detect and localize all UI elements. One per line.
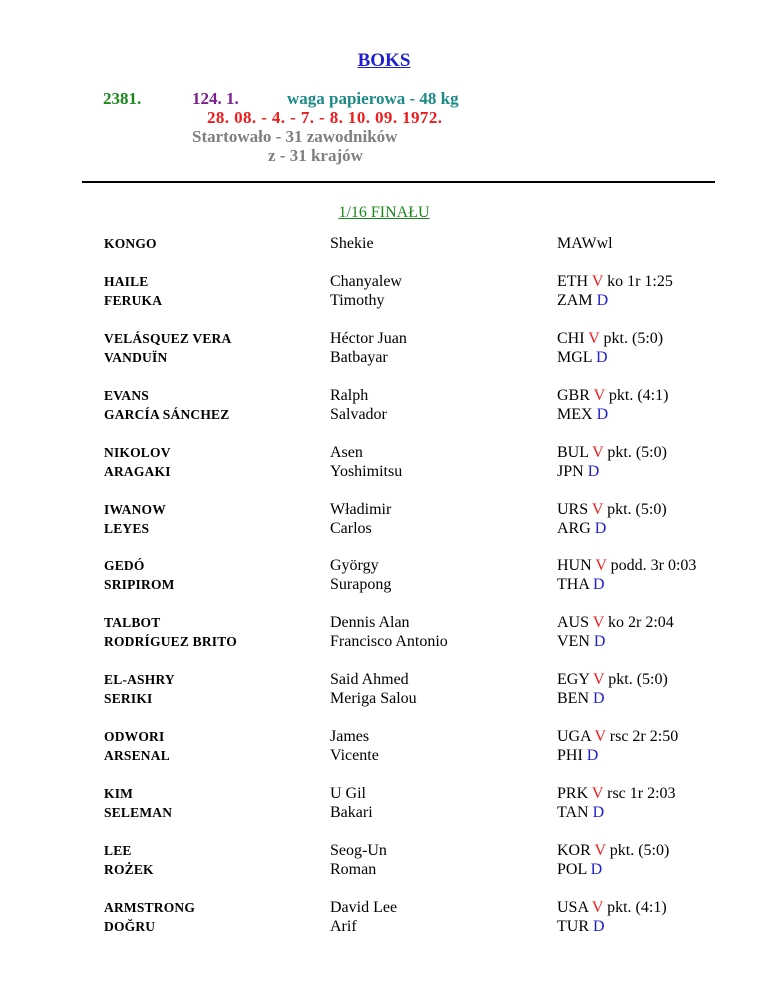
defeat-mark: D: [593, 917, 605, 935]
defeat-mark: D: [596, 292, 609, 309]
defeat-mark: D: [593, 633, 606, 651]
loser-country: MEX: [557, 405, 593, 423]
loser-country: BEN: [557, 690, 589, 708]
bout-row: [0, 386, 768, 443]
event-order: 124. 1.: [192, 89, 239, 108]
winner-surname: TALBOT: [104, 615, 161, 631]
loser-result-line: [557, 405, 668, 424]
divider: [82, 181, 715, 183]
bout-row: [0, 784, 768, 841]
bout-row: [0, 898, 768, 955]
winner-first-name: U Gil: [330, 785, 366, 803]
win-method: ko 2r 2:04: [608, 614, 674, 632]
loser-surname: VANDUÏN: [104, 349, 168, 365]
winner-result-line: [557, 613, 674, 632]
win-method: rsc 1r 2:03: [607, 785, 676, 803]
result-cell: [557, 841, 669, 879]
winner-country: CHI: [557, 329, 585, 347]
firstname-cell: [330, 443, 402, 481]
loser-first-name: Meriga Salou: [330, 690, 417, 708]
loser-surname: LEYES: [104, 520, 150, 536]
firstname-cell: [330, 556, 391, 594]
loser-result-line: [557, 689, 668, 708]
bout-row: [0, 234, 768, 272]
bouts-list: [0, 234, 768, 955]
loser-country: ARG: [557, 519, 591, 537]
firstname-cell: [330, 329, 407, 367]
loser-country: PHI: [557, 747, 583, 765]
loser-surname: SELEMAN: [104, 805, 173, 821]
winner-country: EGY: [557, 671, 590, 689]
surname-cell: [104, 841, 154, 879]
win-method: pkt. (4:1): [607, 898, 667, 916]
bout-row: [0, 556, 768, 613]
result-cell: [557, 556, 696, 594]
loser-country: POL: [557, 860, 587, 878]
victory-mark: V: [594, 728, 606, 746]
firstname-cell: [330, 670, 417, 708]
winner-surname: NIKOLOV: [104, 444, 171, 460]
defeat-mark: D: [586, 747, 599, 765]
winner-surname: IWANOW: [104, 501, 166, 517]
loser-result-line: [557, 519, 667, 538]
loser-country: TUR: [557, 917, 589, 935]
loser-first-name: Surapong: [330, 576, 392, 594]
winner-first-name: Asen: [330, 443, 363, 461]
loser-result-line: [557, 291, 673, 310]
winner-surname: EL-ASHRY: [104, 672, 175, 688]
winner-first-name: Seog-Un: [330, 841, 387, 859]
firstname-cell: [330, 898, 397, 936]
surname-cell: [104, 898, 195, 936]
winner-country: ETH: [557, 273, 589, 290]
winner-result-line: [557, 727, 678, 746]
loser-result-line: [557, 917, 667, 936]
loser-result-line: [557, 746, 678, 765]
firstname-cell: [330, 500, 391, 538]
loser-result-line: [557, 632, 674, 651]
loser-surname: RODRÍGUEZ BRITO: [104, 634, 237, 650]
first-name: Shekie: [330, 235, 374, 252]
loser-surname: ARSENAL: [104, 748, 170, 764]
winner-country: HUN: [557, 557, 592, 575]
winner-first-name: Said Ahmed: [330, 671, 409, 689]
result-cell: [557, 784, 676, 822]
bout-row: [0, 500, 768, 557]
result-cell: [557, 898, 667, 936]
defeat-mark: D: [592, 804, 605, 822]
win-method: ko 1r 1:25: [607, 273, 673, 290]
loser-country: ZAM: [557, 292, 593, 309]
surname-cell: [104, 272, 162, 310]
event-dates: 28. 08. - 4. - 7. - 8. 10. 09. 1972.: [207, 108, 443, 127]
bout-row: [0, 443, 768, 500]
bout-row: [0, 727, 768, 784]
winner-result-line: [557, 556, 696, 575]
loser-surname: SERIKI: [104, 691, 153, 707]
winner-first-name: Héctor Juan: [330, 329, 407, 347]
win-method: pkt. (5:0): [607, 443, 667, 461]
win-method: rsc 2r 2:50: [609, 728, 679, 746]
loser-country: VEN: [557, 633, 590, 651]
win-method: podd. 3r 0:03: [610, 557, 697, 575]
round-title: 1/16 FINAŁU: [338, 204, 430, 221]
victory-mark: V: [593, 386, 605, 404]
winner-result-line: [557, 329, 663, 348]
win-method: pkt. (4:1): [608, 386, 669, 404]
loser-first-name: Yoshimitsu: [330, 462, 403, 480]
bout-row: [0, 329, 768, 386]
winner-country: KOR: [557, 841, 591, 859]
surname-cell: [104, 329, 231, 367]
victory-mark: V: [594, 841, 606, 859]
defeat-mark: D: [593, 690, 605, 708]
loser-surname: GARCÍA SÁNCHEZ: [104, 406, 230, 422]
winner-result-line: [557, 443, 667, 462]
victory-mark: V: [592, 614, 604, 632]
loser-surname: ARAGAKI: [104, 463, 171, 479]
winner-first-name: Władimir: [330, 500, 392, 518]
loser-first-name: Vicente: [330, 747, 379, 765]
firstname-cell: [330, 272, 402, 310]
result-cell: [557, 386, 668, 424]
result-cell: [557, 613, 674, 651]
loser-surname: FERUKA: [104, 293, 163, 308]
loser-first-name: Roman: [330, 860, 377, 878]
winner-surname: GEDÓ: [104, 558, 145, 574]
loser-surname: ROŻEK: [104, 861, 154, 877]
loser-country: MGL: [557, 348, 592, 366]
winner-surname: LEE: [104, 842, 132, 858]
bout-row: [0, 841, 768, 898]
loser-result-line: [557, 803, 676, 822]
result-cell: [557, 727, 678, 765]
surname-cell: [104, 670, 175, 708]
surname-cell: [104, 386, 229, 424]
winner-surname: HAILE: [104, 274, 149, 289]
loser-result-line: [557, 348, 663, 367]
winner-first-name: Dennis Alan: [330, 614, 410, 632]
victory-mark: V: [591, 500, 604, 518]
victory-mark: V: [591, 273, 604, 290]
firstname-cell: [330, 841, 387, 879]
surname-cell: [104, 443, 171, 481]
winner-result-line: [557, 386, 668, 405]
loser-first-name: Timothy: [330, 292, 385, 309]
winner-country: AUS: [557, 614, 590, 632]
surname-cell: [104, 727, 170, 765]
firstname-cell: [330, 386, 387, 424]
winner-country: UGA: [557, 728, 591, 746]
winner-result-line: [557, 898, 667, 917]
firstname-cell: [330, 613, 448, 651]
victory-mark: V: [592, 443, 604, 461]
loser-country: JPN: [557, 462, 584, 480]
loser-first-name: Francisco Antonio: [330, 633, 448, 651]
countries-count: z - 31 krajów: [268, 146, 363, 165]
defeat-mark: D: [587, 462, 600, 480]
win-method: pkt. (5:0): [603, 329, 664, 347]
loser-country: TAN: [557, 804, 589, 822]
loser-first-name: Batbayar: [330, 348, 388, 366]
winner-first-name: James: [330, 728, 370, 746]
participants-count: Startowało - 31 zawodników: [192, 127, 398, 146]
bye-result: MAWwl: [557, 235, 613, 252]
result-cell: [557, 272, 673, 310]
bout-row: [0, 272, 768, 329]
victory-mark: V: [591, 785, 604, 803]
winner-first-name: Ralph: [330, 386, 369, 404]
result-cell: [557, 329, 663, 367]
result-cell: [557, 670, 668, 708]
surname-cell: [104, 234, 157, 253]
winner-first-name: David Lee: [330, 898, 398, 916]
winner-country: BUL: [557, 443, 589, 461]
winner-result-line: [557, 500, 667, 519]
victory-mark: V: [591, 898, 604, 916]
firstname-cell: [330, 234, 374, 253]
victory-mark: V: [593, 671, 605, 689]
surname-cell: [104, 556, 175, 594]
bout-row: [0, 613, 768, 670]
firstname-cell: [330, 784, 373, 822]
winner-result-line: [557, 272, 673, 291]
result-cell: [557, 443, 667, 481]
defeat-mark: D: [595, 348, 608, 366]
surname-cell: [104, 613, 237, 651]
defeat-mark: D: [594, 519, 607, 537]
win-method: pkt. (5:0): [609, 841, 670, 859]
loser-country: THA: [557, 576, 589, 594]
defeat-mark: D: [596, 405, 609, 423]
defeat-mark: D: [590, 860, 603, 878]
result-cell: [557, 500, 667, 538]
result-cell: [557, 234, 613, 253]
surname-cell: [104, 500, 166, 538]
page-title: BOKS: [357, 50, 411, 71]
event-number: 2381.: [103, 89, 142, 108]
winner-country: PRK: [557, 785, 589, 803]
loser-surname: SRIPIROM: [104, 577, 175, 593]
loser-first-name: Salvador: [330, 405, 387, 423]
loser-result-line: [557, 575, 696, 594]
winner-surname: KIM: [104, 786, 134, 802]
winner-result-line: [557, 784, 676, 803]
winner-surname: ARMSTRONG: [104, 899, 196, 915]
winner-result-line: [557, 841, 669, 860]
winner-surname: ODWORI: [104, 729, 165, 745]
winner-country: USA: [557, 898, 589, 916]
firstname-cell: [330, 727, 379, 765]
loser-result-line: [557, 860, 669, 879]
winner-first-name: György: [330, 557, 379, 575]
winner-country: URS: [557, 500, 589, 518]
winner-surname: EVANS: [104, 387, 150, 403]
loser-result-line: [557, 462, 667, 481]
surname: KONGO: [104, 236, 157, 251]
defeat-mark: D: [593, 576, 605, 594]
bout-row: [0, 670, 768, 727]
winner-result-line: [557, 670, 668, 689]
surname-cell: [104, 784, 172, 822]
winner-country: GBR: [557, 386, 590, 404]
win-method: pkt. (5:0): [608, 671, 668, 689]
loser-first-name: Bakari: [330, 804, 373, 822]
victory-mark: V: [595, 557, 607, 575]
winner-surname: VELÁSQUEZ VERA: [104, 330, 232, 346]
loser-first-name: Carlos: [330, 519, 372, 537]
weight-category: waga papierowa - 48 kg: [287, 89, 459, 108]
winner-first-name: Chanyalew: [330, 273, 402, 290]
victory-mark: V: [588, 329, 600, 347]
win-method: pkt. (5:0): [607, 500, 667, 518]
loser-first-name: Arif: [330, 917, 357, 935]
loser-surname: DOĞRU: [104, 918, 156, 934]
